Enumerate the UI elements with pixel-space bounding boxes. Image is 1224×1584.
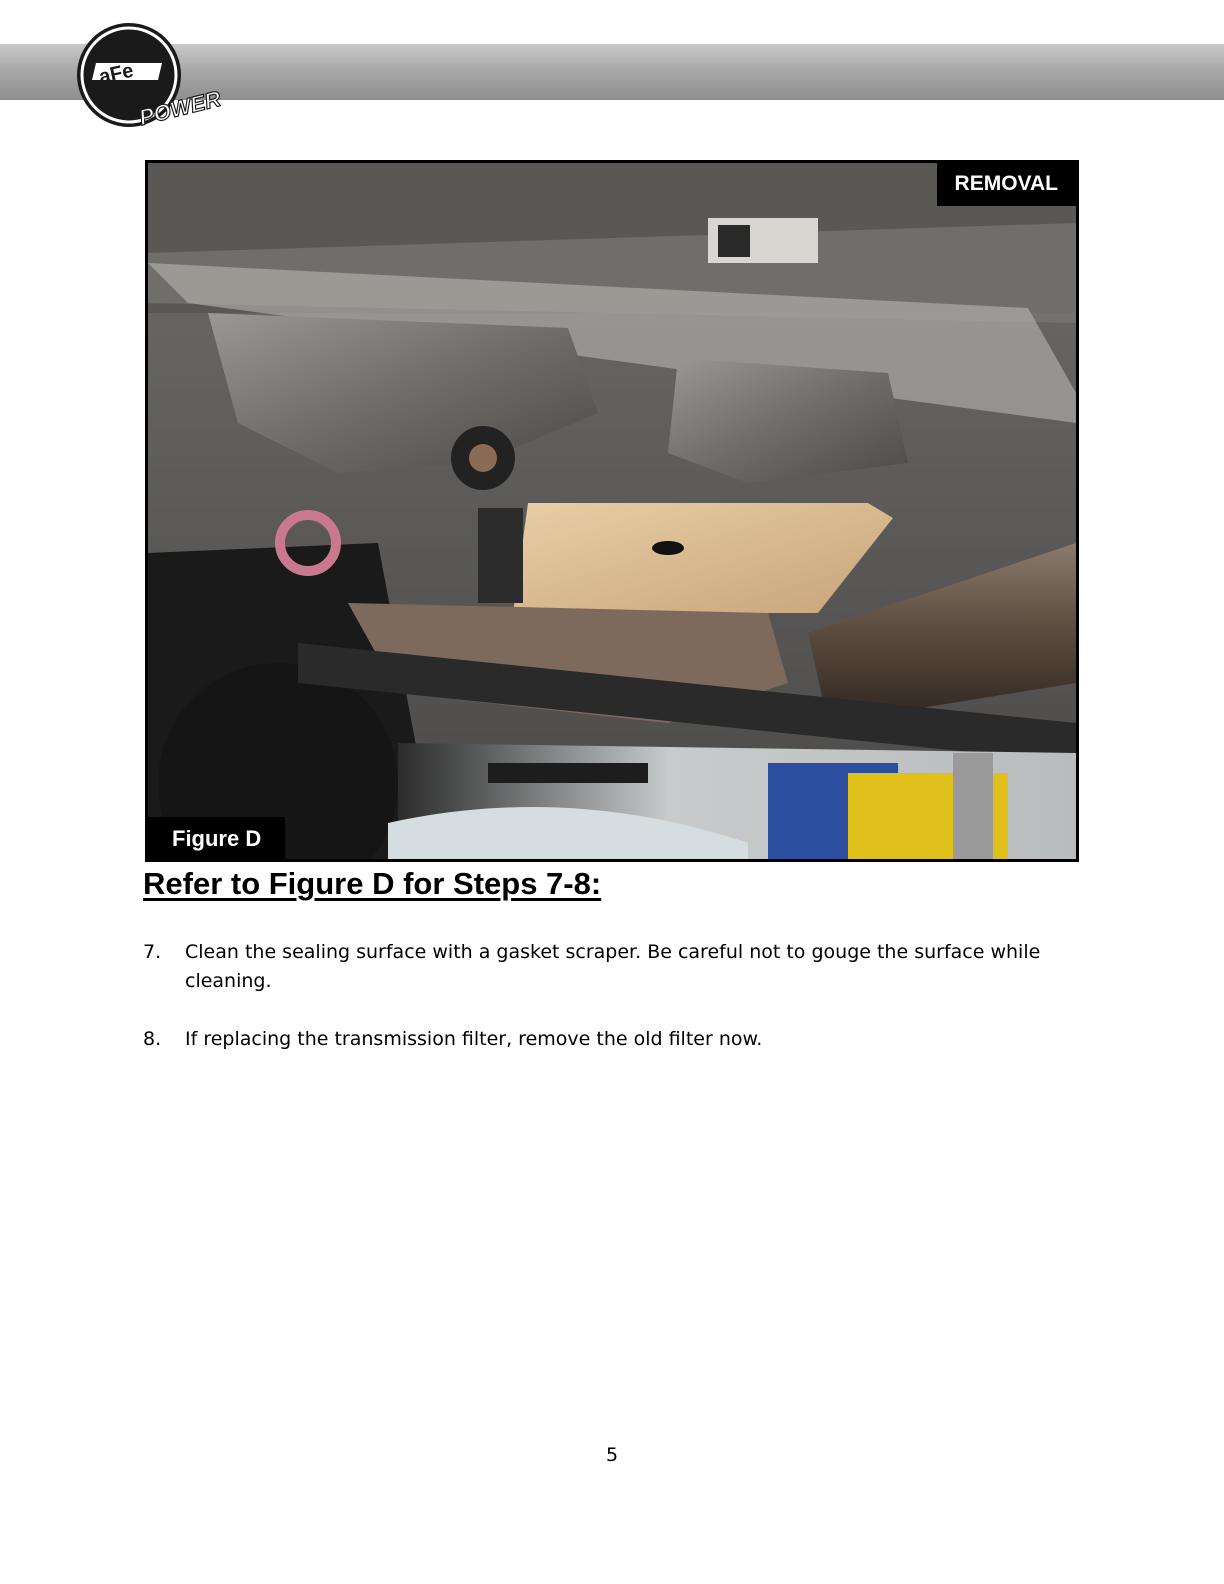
page-number: 5 bbox=[605, 1444, 619, 1466]
step-number: 8. bbox=[143, 1028, 162, 1050]
step-item bbox=[143, 938, 1063, 996]
logo-wordmark-bottom: POWER bbox=[136, 85, 224, 130]
removal-tag: REMOVAL bbox=[937, 163, 1076, 206]
section-heading: Refer to Figure D for Steps 7-8: bbox=[143, 866, 602, 901]
step-number: 7. bbox=[143, 941, 162, 963]
step-item bbox=[143, 1025, 1063, 1054]
step-text: Clean the sealing surface with a gasket scraper. Be careful not to gouge the surface while cleaning. bbox=[185, 941, 1041, 992]
transmission-photo-image bbox=[148, 163, 1076, 859]
logo-wordmark-top: aFe bbox=[97, 59, 136, 89]
step-text: If replacing the transmission filter, remove the old filter now. bbox=[185, 1028, 763, 1050]
figure-caption: Figure D bbox=[148, 817, 285, 859]
steps-list bbox=[143, 938, 1063, 1083]
figure-d-photo bbox=[145, 160, 1079, 862]
afe-power-logo bbox=[76, 18, 246, 130]
